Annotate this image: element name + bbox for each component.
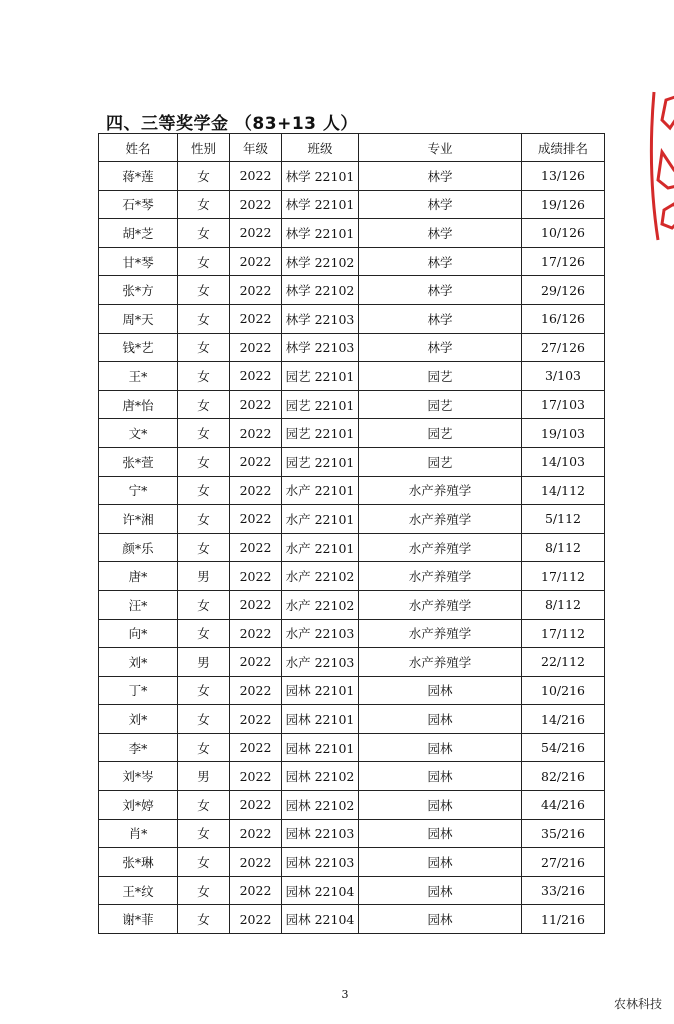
table-row (99, 733, 605, 762)
class-cell: 水产 22101 (282, 505, 359, 534)
table-row (99, 333, 605, 362)
name-cell: 王* (99, 362, 178, 391)
column-header: 专业 (359, 134, 522, 162)
major-cell: 园林 (359, 733, 522, 762)
grade-cell: 2022 (230, 819, 282, 848)
class-cell: 林学 22102 (282, 276, 359, 305)
grade-cell: 2022 (230, 162, 282, 191)
class-cell: 水产 22103 (282, 619, 359, 648)
grade-cell: 2022 (230, 590, 282, 619)
table-row (99, 362, 605, 391)
major-cell: 水产养殖学 (359, 619, 522, 648)
name-cell: 谢*菲 (99, 905, 178, 934)
major-cell: 园林 (359, 905, 522, 934)
gender-cell: 女 (178, 447, 230, 476)
grade-cell: 2022 (230, 247, 282, 276)
name-cell: 刘*婷 (99, 791, 178, 820)
name-cell: 肖* (99, 819, 178, 848)
name-cell: 刘*岑 (99, 762, 178, 791)
table-row (99, 590, 605, 619)
name-cell: 刘* (99, 705, 178, 734)
rank-cell: 27/126 (522, 333, 605, 362)
class-cell: 园艺 22101 (282, 447, 359, 476)
gender-cell: 女 (178, 362, 230, 391)
major-cell: 林学 (359, 247, 522, 276)
major-cell: 园林 (359, 791, 522, 820)
table-row (99, 304, 605, 333)
rank-cell: 33/216 (522, 876, 605, 905)
name-cell: 张*方 (99, 276, 178, 305)
rank-cell: 14/112 (522, 476, 605, 505)
rank-cell: 14/216 (522, 705, 605, 734)
rank-cell: 22/112 (522, 648, 605, 677)
major-cell: 园艺 (359, 390, 522, 419)
class-cell: 水产 22102 (282, 562, 359, 591)
name-cell: 颜*乐 (99, 533, 178, 562)
table-row (99, 762, 605, 791)
class-cell: 园林 22104 (282, 876, 359, 905)
grade-cell: 2022 (230, 276, 282, 305)
name-cell: 胡*芝 (99, 219, 178, 248)
grade-cell: 2022 (230, 791, 282, 820)
table-row (99, 676, 605, 705)
gender-cell: 男 (178, 648, 230, 677)
major-cell: 园林 (359, 762, 522, 791)
major-cell: 园艺 (359, 419, 522, 448)
rank-cell: 17/112 (522, 562, 605, 591)
column-header: 年级 (230, 134, 282, 162)
rank-cell: 14/103 (522, 447, 605, 476)
major-cell: 林学 (359, 162, 522, 191)
scholarship-table (98, 133, 605, 934)
rank-cell: 44/216 (522, 791, 605, 820)
gender-cell: 女 (178, 791, 230, 820)
class-cell: 水产 22102 (282, 590, 359, 619)
rank-cell: 17/112 (522, 619, 605, 648)
class-cell: 林学 22101 (282, 219, 359, 248)
name-cell: 蒋*莲 (99, 162, 178, 191)
rank-cell: 10/126 (522, 219, 605, 248)
rank-cell: 19/103 (522, 419, 605, 448)
major-cell: 林学 (359, 333, 522, 362)
major-cell: 林学 (359, 219, 522, 248)
major-cell: 水产养殖学 (359, 505, 522, 534)
gender-cell: 女 (178, 876, 230, 905)
gender-cell: 女 (178, 676, 230, 705)
gender-cell: 女 (178, 819, 230, 848)
table-row (99, 219, 605, 248)
grade-cell: 2022 (230, 304, 282, 333)
class-cell: 林学 22103 (282, 304, 359, 333)
rank-cell: 8/112 (522, 533, 605, 562)
major-cell: 水产养殖学 (359, 476, 522, 505)
gender-cell: 女 (178, 905, 230, 934)
rank-cell: 8/112 (522, 590, 605, 619)
grade-cell: 2022 (230, 676, 282, 705)
table-row (99, 505, 605, 534)
table-row (99, 419, 605, 448)
grade-cell: 2022 (230, 762, 282, 791)
name-cell: 文* (99, 419, 178, 448)
gender-cell: 女 (178, 390, 230, 419)
gender-cell: 女 (178, 848, 230, 877)
class-cell: 园艺 22101 (282, 390, 359, 419)
major-cell: 水产养殖学 (359, 590, 522, 619)
name-cell: 王*纹 (99, 876, 178, 905)
table-row (99, 876, 605, 905)
class-cell: 园艺 22101 (282, 362, 359, 391)
grade-cell: 2022 (230, 648, 282, 677)
table-row (99, 848, 605, 877)
gender-cell: 女 (178, 276, 230, 305)
grade-cell: 2022 (230, 533, 282, 562)
major-cell: 园林 (359, 819, 522, 848)
name-cell: 甘*琴 (99, 247, 178, 276)
class-cell: 园林 22101 (282, 676, 359, 705)
major-cell: 林学 (359, 304, 522, 333)
table-row (99, 648, 605, 677)
major-cell: 园林 (359, 876, 522, 905)
section-heading: 四、三等奖学金 （83+13 人） (106, 114, 358, 134)
rank-cell: 10/216 (522, 676, 605, 705)
major-cell: 园艺 (359, 362, 522, 391)
table-body (99, 162, 605, 934)
name-cell: 向* (99, 619, 178, 648)
grade-cell: 2022 (230, 505, 282, 534)
grade-cell: 2022 (230, 390, 282, 419)
name-cell: 唐* (99, 562, 178, 591)
table-row (99, 162, 605, 191)
major-cell: 水产养殖学 (359, 533, 522, 562)
gender-cell: 女 (178, 590, 230, 619)
class-cell: 园林 22103 (282, 848, 359, 877)
table-row (99, 533, 605, 562)
class-cell: 水产 22101 (282, 533, 359, 562)
rank-cell: 5/112 (522, 505, 605, 534)
rank-cell: 29/126 (522, 276, 605, 305)
grade-cell: 2022 (230, 705, 282, 734)
name-cell: 李* (99, 733, 178, 762)
column-header: 性别 (178, 134, 230, 162)
rank-cell: 17/103 (522, 390, 605, 419)
gender-cell: 女 (178, 476, 230, 505)
class-cell: 园林 22102 (282, 762, 359, 791)
grade-cell: 2022 (230, 219, 282, 248)
rank-cell: 27/216 (522, 848, 605, 877)
major-cell: 林学 (359, 276, 522, 305)
class-cell: 园林 22102 (282, 791, 359, 820)
gender-cell: 女 (178, 419, 230, 448)
major-cell: 园艺 (359, 447, 522, 476)
rank-cell: 54/216 (522, 733, 605, 762)
class-cell: 水产 22101 (282, 476, 359, 505)
name-cell: 刘* (99, 648, 178, 677)
gender-cell: 女 (178, 333, 230, 362)
grade-cell: 2022 (230, 905, 282, 934)
table-row (99, 619, 605, 648)
class-cell: 林学 22101 (282, 190, 359, 219)
major-cell: 水产养殖学 (359, 562, 522, 591)
table-row (99, 276, 605, 305)
major-cell: 园林 (359, 676, 522, 705)
gender-cell: 女 (178, 505, 230, 534)
name-cell: 张*琳 (99, 848, 178, 877)
grade-cell: 2022 (230, 848, 282, 877)
gender-cell: 女 (178, 733, 230, 762)
name-cell: 宁* (99, 476, 178, 505)
gender-cell: 女 (178, 619, 230, 648)
grade-cell: 2022 (230, 619, 282, 648)
rank-cell: 3/103 (522, 362, 605, 391)
grade-cell: 2022 (230, 190, 282, 219)
gender-cell: 女 (178, 190, 230, 219)
grade-cell: 2022 (230, 876, 282, 905)
column-header: 成绩排名 (522, 134, 605, 162)
name-cell: 丁* (99, 676, 178, 705)
grade-cell: 2022 (230, 476, 282, 505)
gender-cell: 女 (178, 533, 230, 562)
table-row (99, 447, 605, 476)
grade-cell: 2022 (230, 562, 282, 591)
major-cell: 水产养殖学 (359, 648, 522, 677)
major-cell: 园林 (359, 848, 522, 877)
name-cell: 周*天 (99, 304, 178, 333)
grade-cell: 2022 (230, 733, 282, 762)
rank-cell: 11/216 (522, 905, 605, 934)
class-cell: 园林 22104 (282, 905, 359, 934)
name-cell: 汪* (99, 590, 178, 619)
name-cell: 许*湘 (99, 505, 178, 534)
name-cell: 唐*怡 (99, 390, 178, 419)
column-header: 班级 (282, 134, 359, 162)
class-cell: 园林 22101 (282, 705, 359, 734)
class-cell: 林学 22101 (282, 162, 359, 191)
gender-cell: 男 (178, 562, 230, 591)
official-seal-fragment (648, 88, 674, 248)
table-row (99, 905, 605, 934)
table-row (99, 705, 605, 734)
class-cell: 园林 22103 (282, 819, 359, 848)
grade-cell: 2022 (230, 333, 282, 362)
gender-cell: 女 (178, 247, 230, 276)
rank-cell: 35/216 (522, 819, 605, 848)
gender-cell: 女 (178, 162, 230, 191)
gender-cell: 女 (178, 219, 230, 248)
table-row (99, 562, 605, 591)
table-header-row (99, 134, 605, 162)
table-row (99, 791, 605, 820)
major-cell: 园林 (359, 705, 522, 734)
gender-cell: 男 (178, 762, 230, 791)
grade-cell: 2022 (230, 447, 282, 476)
class-cell: 园艺 22101 (282, 419, 359, 448)
table-row (99, 476, 605, 505)
rank-cell: 82/216 (522, 762, 605, 791)
rank-cell: 13/126 (522, 162, 605, 191)
table-row (99, 390, 605, 419)
watermark-text: 农林科技 (613, 997, 662, 1011)
table-row (99, 190, 605, 219)
gender-cell: 女 (178, 705, 230, 734)
name-cell: 张*萱 (99, 447, 178, 476)
table-row (99, 819, 605, 848)
major-cell: 林学 (359, 190, 522, 219)
grade-cell: 2022 (230, 362, 282, 391)
rank-cell: 19/126 (522, 190, 605, 219)
gender-cell: 女 (178, 304, 230, 333)
name-cell: 石*琴 (99, 190, 178, 219)
class-cell: 水产 22103 (282, 648, 359, 677)
class-cell: 园林 22101 (282, 733, 359, 762)
column-header: 姓名 (99, 134, 178, 162)
name-cell: 钱*艺 (99, 333, 178, 362)
page-number: 3 (341, 988, 349, 1001)
rank-cell: 16/126 (522, 304, 605, 333)
class-cell: 林学 22102 (282, 247, 359, 276)
rank-cell: 17/126 (522, 247, 605, 276)
table-row (99, 247, 605, 276)
class-cell: 林学 22103 (282, 333, 359, 362)
grade-cell: 2022 (230, 419, 282, 448)
